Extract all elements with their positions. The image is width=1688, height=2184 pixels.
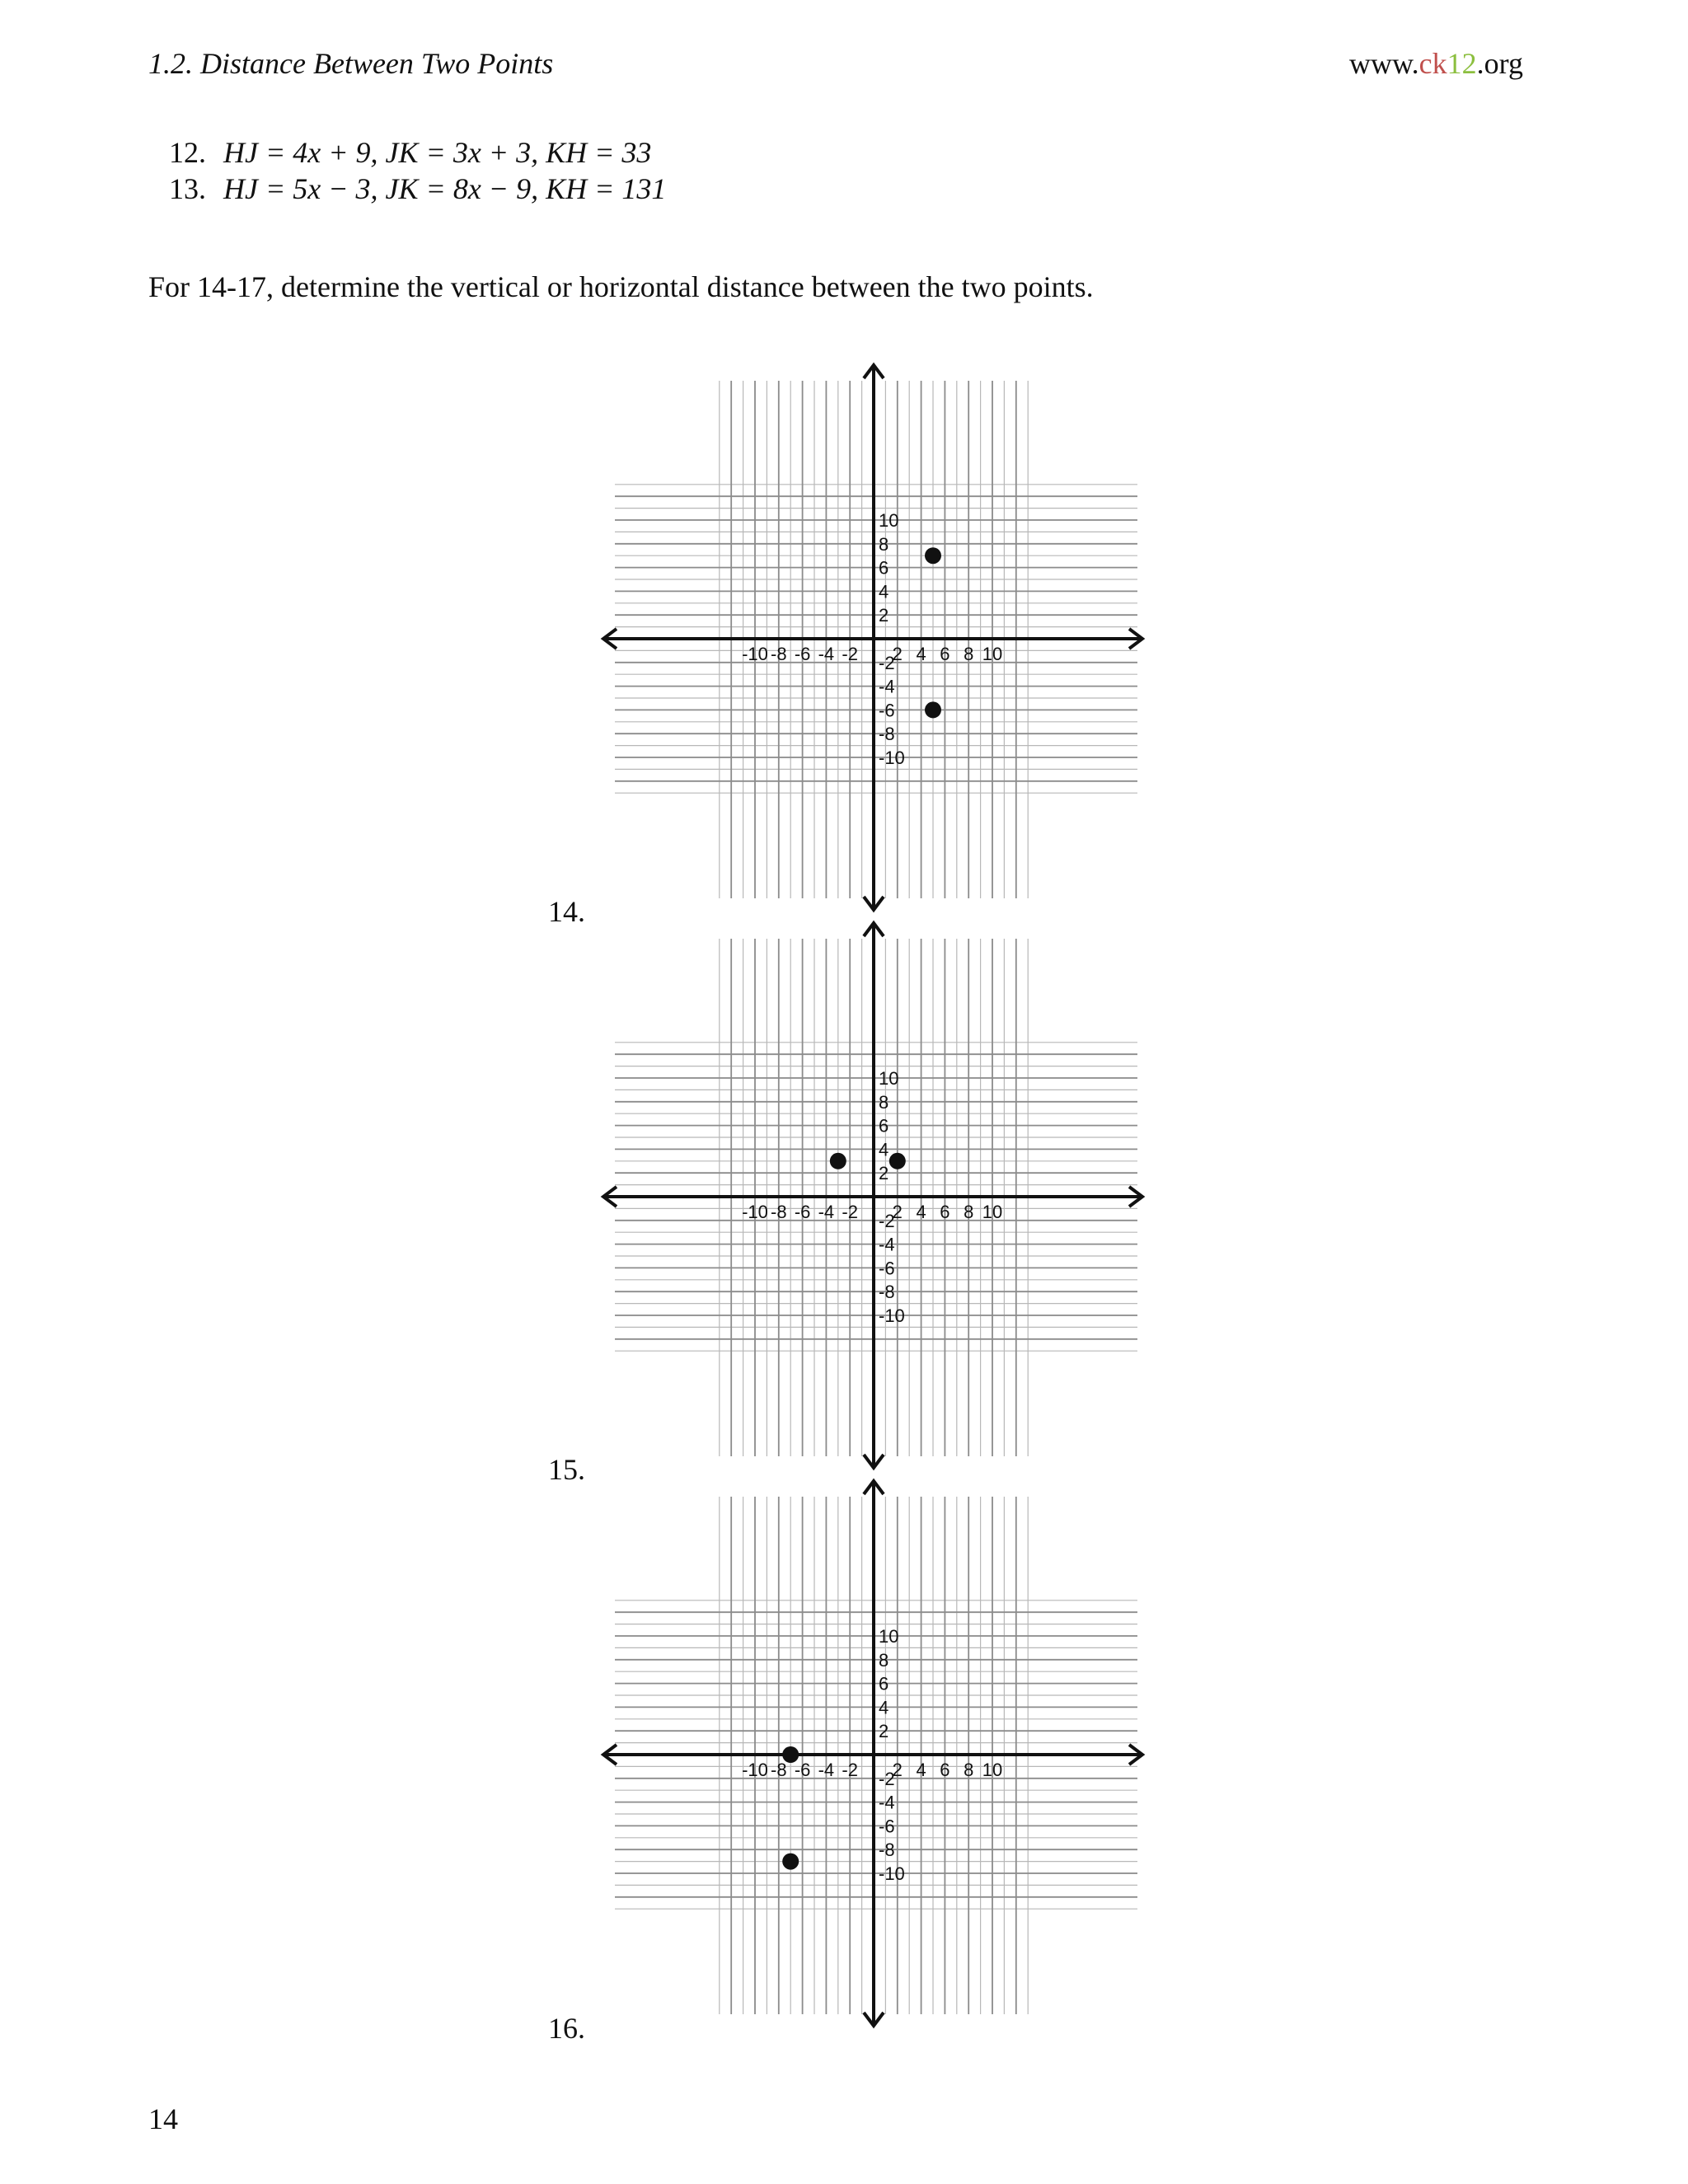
y-tick-label: -8	[879, 724, 895, 745]
x-tick-label: -4	[818, 644, 835, 664]
y-tick-label: 10	[879, 1626, 899, 1647]
data-point	[830, 1153, 846, 1169]
instructions: For 14-17, determine the vertical or horizontal distance between the two points.	[148, 270, 1094, 303]
x-tick-label: 6	[940, 1202, 950, 1222]
site-url-suffix: .org	[1476, 47, 1523, 80]
x-tick-label: 2	[892, 1760, 903, 1780]
x-tick-label: 6	[940, 1760, 950, 1780]
problem-12	[169, 135, 651, 170]
data-point	[889, 1153, 906, 1169]
x-tick-label: -6	[794, 1202, 811, 1222]
y-tick-label: 4	[879, 1697, 889, 1718]
x-tick-label: -10	[742, 1760, 768, 1780]
y-tick-label: 2	[879, 1163, 889, 1184]
x-tick-label: 8	[964, 644, 974, 664]
x-tick-label: 2	[892, 644, 903, 664]
x-tick-label: -6	[794, 1760, 811, 1780]
y-tick-label: -4	[879, 1792, 895, 1813]
y-tick-label: 8	[879, 1091, 889, 1113]
y-tick-label: 4	[879, 1139, 889, 1160]
x-tick-label: 10	[982, 644, 1003, 664]
x-tick-label: -2	[842, 1760, 858, 1780]
data-point	[782, 1854, 799, 1870]
y-tick-label: -6	[879, 700, 895, 721]
y-tick-label: -6	[879, 1258, 895, 1279]
y-tick-label: -2	[879, 1210, 895, 1231]
y-tick-label: 8	[879, 1649, 889, 1671]
data-point	[925, 701, 941, 718]
site-url-ck: ck	[1418, 47, 1447, 80]
section-title: 1.2. Distance Between Two Points	[148, 47, 554, 80]
x-tick-label: 10	[982, 1202, 1003, 1222]
coordinate-graph-15	[602, 921, 1154, 1481]
y-tick-label: 4	[879, 581, 889, 602]
x-tick-label: -10	[742, 1202, 768, 1222]
data-point	[925, 547, 941, 564]
x-tick-label: 6	[940, 644, 950, 664]
problem-13	[169, 171, 666, 206]
coordinate-graph-14	[602, 363, 1154, 923]
y-tick-label: 10	[879, 510, 899, 531]
y-tick-label: -8	[879, 1840, 895, 1861]
y-tick-label: 10	[879, 1068, 899, 1089]
x-tick-label: -2	[842, 1202, 858, 1222]
y-tick-label: 2	[879, 605, 889, 626]
data-point	[782, 1746, 799, 1763]
problem-number: 13.	[169, 172, 206, 205]
site-url[interactable]	[1349, 46, 1523, 81]
x-tick-label: -10	[742, 644, 768, 664]
y-tick-label: -6	[879, 1816, 895, 1837]
y-tick-label: -4	[879, 676, 895, 697]
y-tick-label: 6	[879, 1115, 889, 1137]
figure-label-14: 14.	[548, 895, 585, 928]
y-tick-label: -8	[879, 1282, 895, 1303]
x-tick-label: 4	[916, 1760, 926, 1780]
x-tick-label: 4	[916, 1202, 926, 1222]
figure-label-16: 16.	[548, 2012, 585, 2045]
problem-expression: HJ = 4x + 9, JK = 3x + 3, KH = 33	[223, 136, 652, 169]
x-tick-label: -2	[842, 644, 858, 664]
y-tick-label: 8	[879, 533, 889, 555]
site-url-prefix: www.	[1349, 47, 1419, 80]
x-tick-label: 4	[916, 644, 926, 664]
x-tick-label: -8	[771, 1760, 787, 1780]
page-number: 14	[148, 2102, 178, 2135]
x-tick-label: 8	[964, 1202, 974, 1222]
x-tick-label: 8	[964, 1760, 974, 1780]
x-tick-label: -4	[818, 1202, 835, 1222]
x-tick-label: -6	[794, 644, 811, 664]
problem-expression: HJ = 5x − 3, JK = 8x − 9, KH = 131	[223, 172, 667, 205]
y-tick-label: 6	[879, 1673, 889, 1694]
y-tick-label: -10	[879, 1305, 905, 1326]
problem-number: 12.	[169, 136, 206, 169]
y-tick-label: -10	[879, 1863, 905, 1884]
figure-label-15: 15.	[548, 1453, 585, 1486]
coordinate-graph-16	[602, 1479, 1154, 2039]
y-tick-label: -2	[879, 1768, 895, 1789]
y-tick-label: 2	[879, 1721, 889, 1742]
y-tick-label: 6	[879, 557, 889, 579]
y-tick-label: -4	[879, 1234, 895, 1255]
site-url-12: 12	[1447, 47, 1477, 80]
y-tick-label: -2	[879, 652, 895, 673]
x-tick-label: -4	[818, 1760, 835, 1780]
x-tick-label: -8	[771, 644, 787, 664]
x-tick-label: 2	[892, 1202, 903, 1222]
x-tick-label: 10	[982, 1760, 1003, 1780]
y-tick-label: -10	[879, 748, 905, 768]
x-tick-label: -8	[771, 1202, 787, 1222]
